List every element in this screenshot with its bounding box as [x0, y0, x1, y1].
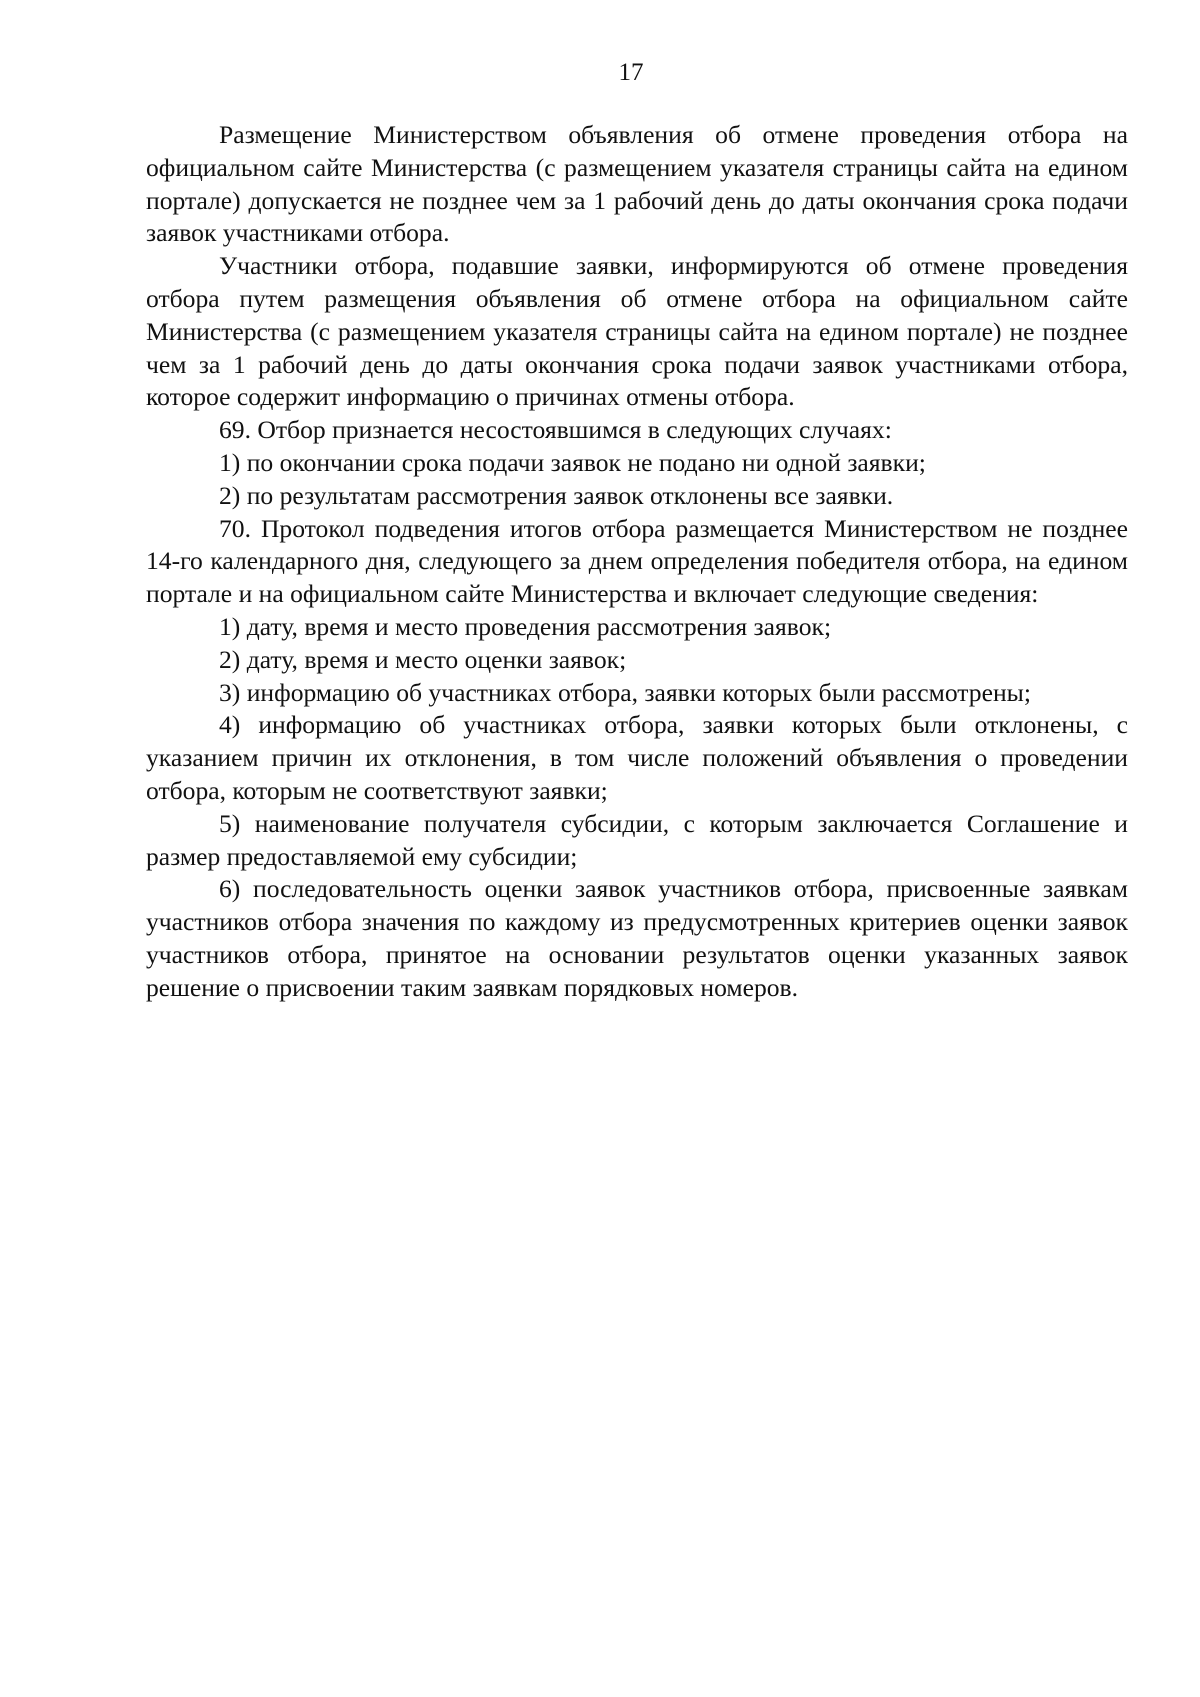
paragraph-70-item-3: 3) информацию об участниках отбора, заявки которых были рассмотрены;	[219, 677, 1031, 707]
paragraph-70-item-4: 4) информацию об участниках отбора, заявки которых были отклонены, с указанием причин их отклонения, в том числе положений объявления о проведении отбора, которым не соответствуют заявки;	[146, 710, 1128, 805]
paragraph-69-item-1: 1) по окончании срока подачи заявок не подано ни одной заявки;	[219, 447, 926, 477]
document-body	[146, 119, 1128, 1005]
paragraph-70-item-5: 5) наименование получателя субсидии, с которым заключается Соглашение и размер предоставляемой ему субсидии;	[146, 808, 1128, 871]
paragraph-cancellation-notice: Размещение Министерством объявления об отмене проведения отбора на официальном сайте Министерства (с размещением указателя страницы сайта на едином портале) допускается не позднее чем за 1 рабочий день до даты окончания срока подачи заявок участниками отбора.	[146, 120, 1128, 248]
paragraph-70-item-1: 1) дату, время и место проведения рассмотрения заявок;	[219, 611, 832, 641]
paragraph-69: 69. Отбор признается несостоявшимся в следующих случаях:	[219, 415, 892, 445]
paragraph-70-item-6: 6) последовательность оценки заявок участников отбора, присвоенные заявкам участников отбора значения по каждому из предусмотренных критериев оценки заявок участников отбора, принятое на основании результатов оценки указанных заявок решение о присвоении таким заявкам порядковых номеров.	[146, 874, 1128, 1002]
paragraph-70-item-2: 2) дату, время и место оценки заявок;	[219, 644, 627, 674]
page-number: 17	[618, 59, 644, 86]
paragraph-participants-informed: Участники отбора, подавшие заявки, информируются об отмене проведения отбора путем размещения объявления об отмене отбора на официальном сайте Министерства (с размещением указателя страницы сайта на едином портале) не позднее чем за 1 рабочий день до даты окончания срока подачи заявок участниками отбора, которое содержит информацию о причинах отмены отбора.	[146, 251, 1128, 412]
paragraph-70: 70. Протокол подведения итогов отбора размещается Министерством не позднее 14-го календарного дня, следующего за днем определения победителя отбора, на едином портале и на официальном сайте Министерства и включает следующие сведения:	[146, 513, 1128, 609]
paragraph-69-item-2: 2) по результатам рассмотрения заявок отклонены все заявки.	[219, 480, 894, 510]
